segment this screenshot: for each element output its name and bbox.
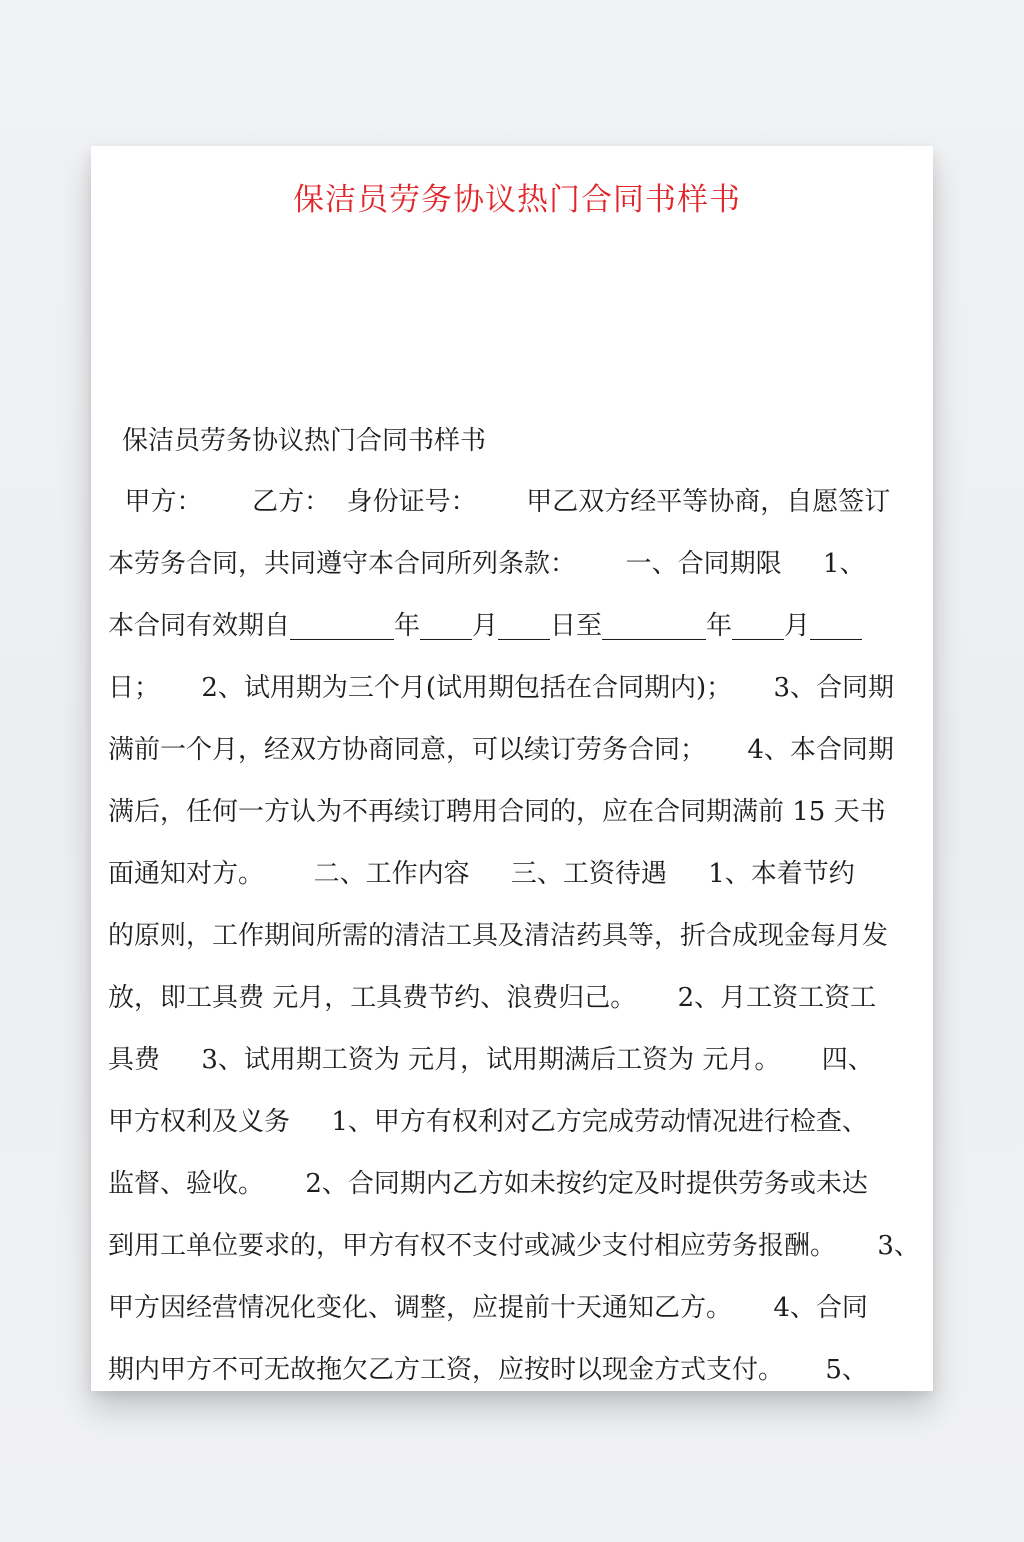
paragraph-line: 监督、验收。 2、合同期内乙方如未按约定及时提供劳务或未达 [108,1169,868,1199]
paragraph-line: 放，即工具费 元月，工具费节约、浪费归己。 2、月工资工资工 [108,983,877,1013]
paragraph-line: 期内甲方不可无故拖欠乙方工资，应按时以现金方式支付。 5、 [108,1355,868,1385]
document-page [91,146,933,1391]
paragraph-line: 甲方权利及义务 1、甲方有权利对乙方完成劳动情况进行检查、 [108,1107,868,1137]
paragraph-line: 面通知对方。 二、工作内容 三、工资待遇 1、本着节约 [108,859,855,889]
paragraph-line: 甲方因经营情况化变化、调整，应提前十天通知乙方。 4、合同 [108,1293,868,1323]
document-title: 保洁员劳务协议热门合同书样书 [293,182,741,218]
document-heading: 保洁员劳务协议热门合同书样书 [122,426,487,456]
paragraph-line: 到用工单位要求的，甲方有权不支付或减少支付相应劳务报酬。 3、 [108,1231,920,1261]
paragraph-line: 的原则，工作期间所需的清洁工具及清洁药具等，折合成现金每月发 [108,921,889,951]
paragraph-line: 甲方： 乙方： 身份证号： 甲乙双方经平等协商，自愿签订 [108,487,891,517]
paragraph-line: 本劳务合同，共同遵守本合同所列条款： 一、合同期限 1、 [108,549,866,579]
paragraph-line: 满后，任何一方认为不再续订聘用合同的，应在合同期满前 15 天书 [108,797,886,827]
paragraph-line: 日； 2、试用期为三个月(试用期包括在合同期内)； 3、合同期 [108,673,895,703]
paragraph-line: 具费 3、试用期工资为 元月，试用期满后工资为 元月。 四、 [108,1045,874,1075]
paragraph-line: 本合同有效期自________年____月____日至________年____月____ [108,611,863,641]
paragraph-line: 满前一个月，经双方协商同意，可以续订劳务合同； 4、本合同期 [108,735,894,765]
